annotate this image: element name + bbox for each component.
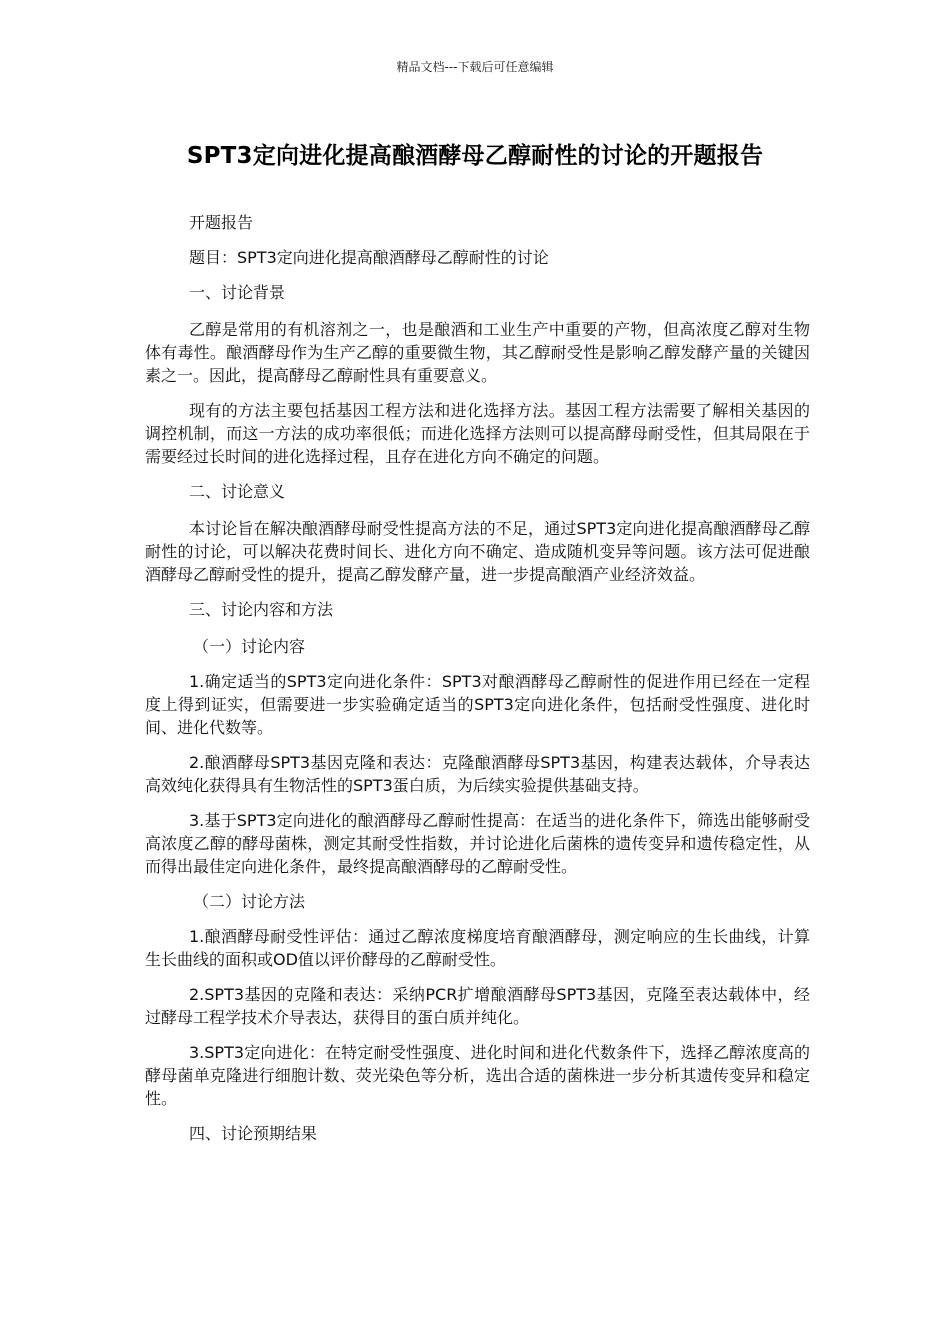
- paragraph-background-1: 乙醇是常用的有机溶剂之一，也是酿酒和工业生产中重要的产物，但高浓度乙醇对生物体有毒性。酿酒酵母作为生产乙醇的重要微生物，其乙醇耐受性是影响乙醇发酵产量的关键因素之一。因此，提高酵母乙醇耐性具有重要意义。: [145, 320, 810, 385]
- content-item-1: 1.确定适当的SPT3定向进化条件：SPT3对酿酒酵母乙醇耐性的促进作用已经在一定程度上得到证实，但需要进一步实验确定适当的SPT3定向进化条件，包括耐受性强度、进化时间、进化代数等。: [145, 672, 810, 737]
- report-label: 开题报告: [189, 213, 254, 232]
- content-item-3: 3.基于SPT3定向进化的酿酒酵母乙醇耐性提高：在适当的进化条件下，筛选出能够耐受高浓度乙醇的酵母菌株，测定其耐受性指数，并讨论进化后菌株的遗传变异和遗传稳定性，从而得出最佳定向进化条件，最终提高酿酒酵母的乙醇耐受性。: [145, 811, 810, 876]
- section-heading-background: 一、讨论背景: [189, 283, 286, 302]
- method-item-3: 3.SPT3定向进化：在特定耐受性强度、进化时间和进化代数条件下，选择乙醇浓度高的酵母菌单克隆进行细胞计数、荧光染色等分析，选出合适的菌株进一步分析其遗传变异和稳定性。: [145, 1043, 810, 1108]
- method-item-2: 2.SPT3基因的克隆和表达：采纳PCR扩增酿酒酵母SPT3基因，克隆至表达载体中，经过酵母工程学技术介导表达，获得目的蛋白质并纯化。: [145, 985, 810, 1027]
- document-body: [145, 211, 810, 1159]
- subsection-heading-content: （一）讨论内容: [193, 637, 306, 656]
- section-heading-significance: 二、讨论意义: [189, 482, 286, 501]
- method-item-1: 1.酿酒酵母耐受性评估：通过乙醇浓度梯度培育酿酒酵母，测定响应的生长曲线，计算生长曲线的面积或OD值以评价酵母的乙醇耐受性。: [145, 927, 810, 969]
- section-heading-expected-results: 四、讨论预期结果: [189, 1124, 318, 1143]
- report-topic: 题目：SPT3定向进化提高酿酒酵母乙醇耐性的讨论: [189, 248, 549, 267]
- paragraph-significance: 本讨论旨在解决酿酒酵母耐受性提高方法的不足，通过SPT3定向进化提高酿酒酵母乙醇耐性的讨论，可以解决花费时间长、进化方向不确定、造成随机变异等问题。该方法可促进酿酒酵母乙醇耐受性的提升，提高乙醇发酵产量，进一步提高酿酒产业经济效益。: [145, 519, 810, 584]
- subsection-heading-methods: （二）讨论方法: [193, 892, 306, 911]
- paragraph-background-2: 现有的方法主要包括基因工程方法和进化选择方法。基因工程方法需要了解相关基因的调控机制，而这一方法的成功率很低；而进化选择方法则可以提高酵母耐受性，但其局限在于需要经过长时间的进化选择过程，且存在进化方向不确定的问题。: [145, 401, 810, 466]
- header-note: 精品文档---下载后可任意编辑: [396, 60, 554, 74]
- document-title: SPT3定向进化提高酿酒酵母乙醇耐性的讨论的开题报告: [186, 143, 764, 169]
- section-heading-content-methods: 三、讨论内容和方法: [189, 600, 334, 619]
- content-item-2: 2.酿酒酵母SPT3基因克隆和表达：克隆酿酒酵母SPT3基因，构建表达载体，介导表达高效纯化获得具有生物活性的SPT3蛋白质，为后续实验提供基础支持。: [145, 753, 810, 795]
